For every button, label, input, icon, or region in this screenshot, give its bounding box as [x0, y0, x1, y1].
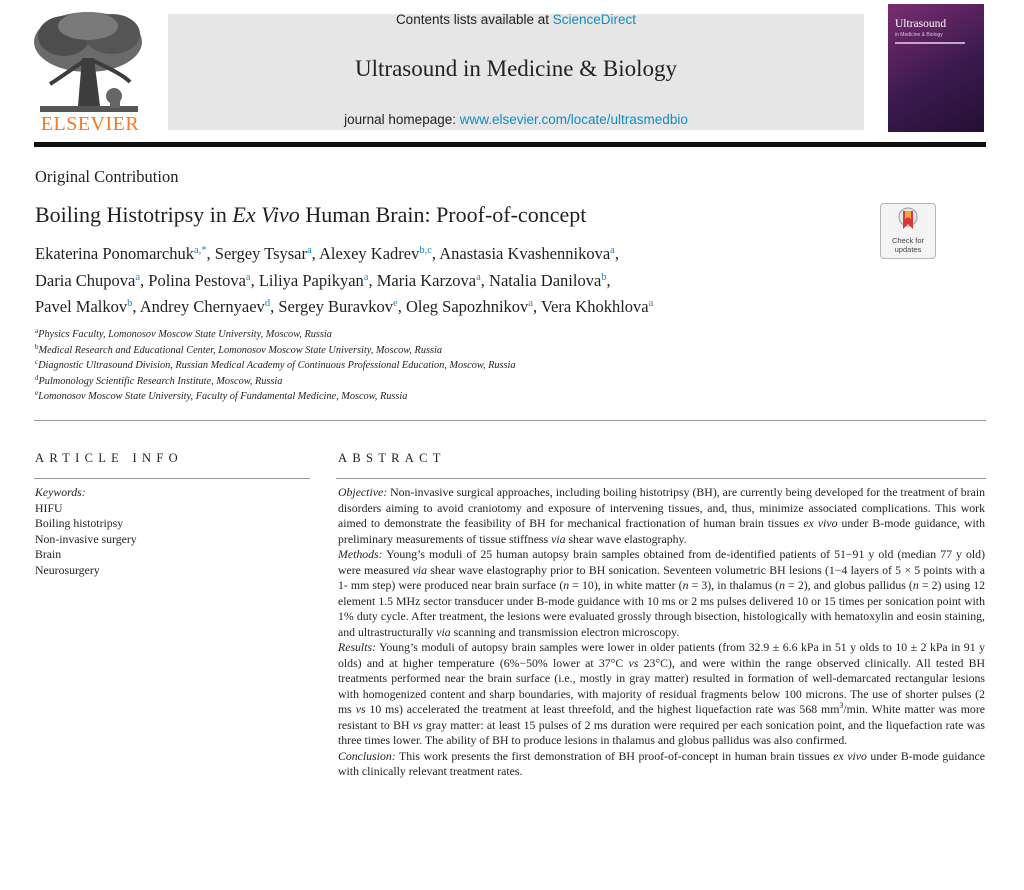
author-name[interactable]: Sergey Tsysar	[214, 244, 307, 263]
objective-text: Non-invasive surgical approaches, including boiling histotripsy (BH), are currently being developed for the treatment of brain disorders aiming to avoid craniotomy and exposure of intervening tissues, and, thus, minimize associated complications. This work aimed to demonstrate the feasibility of BH for mechanical fractionation of human brain tissues	[338, 485, 985, 530]
author-affiliation-marker[interactable]: a	[135, 271, 141, 283]
author-separator: ,	[606, 270, 611, 290]
author-name[interactable]: Sergey Buravkov	[278, 297, 394, 316]
methods-italic: n	[563, 578, 570, 592]
affiliation-key: b	[35, 342, 39, 351]
abstract-conclusion	[338, 749, 985, 780]
abstract-heading: ABSTRACT	[338, 451, 446, 465]
cover-title: Ultrasound	[895, 18, 947, 30]
author-affiliation-marker[interactable]: d	[264, 298, 271, 309]
methods-italic: via	[436, 624, 451, 639]
results-text: gray matter: at least 15 pulses of 2 ms duration were required per each sonication point, and the liquefaction rate was three times lower. The ability of BH to produce lesions in thalamus and globus pallidus was also confirmed.	[338, 717, 985, 747]
conclusion-text: under B-mode guidance with clinically relevant treatment rates.	[338, 748, 985, 778]
cover-subtitle: in Medicine & Biology	[895, 32, 943, 38]
methods-text: scanning and transmission electron microscopy.	[450, 624, 680, 639]
header-rule	[34, 142, 986, 147]
publisher-name: ELSEVIER	[40, 113, 140, 135]
conclusion-italic: ex vivo	[833, 748, 867, 763]
conclusion-text: This work presents the first demonstration of BH proof-of-concept in human brain tissues	[395, 748, 834, 763]
abstract-body	[338, 485, 985, 780]
author-name[interactable]: Vera Khokhlova	[540, 297, 649, 316]
affiliation-item	[35, 327, 835, 343]
check-updates-line2: updates	[894, 245, 922, 254]
author-affiliation-marker[interactable]: a	[363, 271, 369, 283]
results-italic: vs	[412, 717, 423, 732]
methods-text: = 2) using 12 element 1.5 MHz sector transducer under B-mode guidance with 10 ms or 2 ms pulses delivered 10 or 15 times per sonication point with 1% duty cycle. After treatment, the lesions were evaluated grossly through bisection, histologically with hematoxylin and eosin staining, and ultrastructurally	[338, 578, 985, 639]
author-affiliation-marker[interactable]: a	[476, 271, 481, 283]
results-text: 10 ms) accelerated the treatment at least threefold, and the highest liquefaction rate was 568 mm	[365, 702, 840, 716]
author-separator: ,	[480, 270, 490, 290]
affiliation-text: Diagnostic Ultrasound Division, Russian Medical Academy of Continuous Professional Education, Moscow, Russia	[38, 360, 516, 371]
affiliation-key: e	[35, 389, 39, 397]
results-text: /min. White matter was more resistant to BH	[338, 702, 985, 732]
results-italic: vs	[628, 655, 639, 670]
author-name[interactable]: Alexey Kadrev	[319, 244, 420, 263]
author-separator: ,	[206, 244, 215, 263]
author-separator: ,	[250, 270, 259, 290]
keyword-item[interactable]: Non-invasive surgery	[35, 531, 137, 546]
conclusion-label: Conclusion:	[338, 748, 396, 763]
cover-divider	[895, 42, 965, 44]
affiliation-text: Medical Research and Educational Center, Lomonosov Moscow State University, Moscow, Russia	[38, 344, 443, 356]
author-affiliation-marker[interactable]: b	[601, 271, 607, 283]
author-separator: ,	[397, 297, 406, 316]
keyword-item[interactable]: Neurosurgery	[35, 562, 100, 577]
affiliation-key: d	[35, 373, 39, 382]
author-affiliation-marker[interactable]: b,c	[419, 245, 432, 256]
keyword-item[interactable]: Boiling histotripsy	[35, 516, 124, 530]
objective-italic: ex vivo	[803, 516, 838, 530]
objective-label: Objective:	[338, 485, 388, 499]
title-part-italic: Ex Vivo	[232, 202, 300, 227]
keyword-item[interactable]: Brain	[35, 547, 62, 561]
article-info-rule	[34, 478, 310, 479]
article-info-heading: ARTICLE INFO	[35, 451, 183, 465]
homepage-line	[168, 112, 864, 127]
keywords-block	[35, 485, 137, 578]
author-separator: ,	[368, 270, 377, 290]
check-updates-label	[881, 236, 935, 254]
methods-label: Methods:	[338, 547, 383, 561]
author-separator: ,	[140, 270, 149, 290]
section-divider	[34, 420, 986, 421]
methods-italic: n	[682, 578, 689, 592]
author-name[interactable]: Ekaterina Ponomarchuk	[35, 244, 194, 263]
affiliation-key: a	[35, 327, 39, 335]
author-affiliation-marker[interactable]: a	[306, 245, 312, 256]
contents-line	[168, 12, 864, 27]
methods-text: = 2), and globus pallidus (	[785, 578, 913, 592]
journal-cover[interactable]	[888, 4, 984, 132]
affiliation-key: c	[35, 358, 39, 366]
objective-text: shear wave elastography.	[565, 531, 687, 546]
author-name[interactable]: Polina Pestova	[148, 270, 246, 290]
sciencedirect-link[interactable]: ScienceDirect	[552, 12, 637, 27]
author-list	[35, 241, 875, 321]
keyword-item[interactable]: HIFU	[35, 500, 63, 515]
author-name[interactable]: Liliya Papikyan	[258, 270, 364, 290]
author-affiliation-marker[interactable]: a	[610, 245, 615, 256]
abstract-rule	[336, 478, 986, 479]
objective-text: under B-mode guidance, with preliminary measurements of tissue stiffness	[338, 516, 985, 546]
author-name[interactable]: Daria Chupova	[35, 270, 136, 290]
abstract-objective	[338, 485, 985, 547]
keywords-label: Keywords:	[35, 485, 86, 499]
abstract-results	[338, 640, 985, 749]
author-name[interactable]: Natalia Danilova	[489, 270, 602, 290]
article-title	[35, 202, 586, 228]
author-affiliation-marker[interactable]: a	[245, 271, 251, 283]
results-text: Young’s moduli of autopsy brain samples were lower in older patients (from 32.9 ± 6.6 kPa in 51 y olds to 10 ± 2 kPa in 91 y olds) and at higher temperature (6%−50% lower at 37°C	[338, 640, 985, 670]
methods-italic: n	[912, 578, 919, 592]
author-separator: ,	[270, 297, 279, 316]
author-separator: ,	[431, 244, 440, 263]
methods-text: Young’s moduli of 25 human autopsy brain samples obtained from de-identified patients of 51−91 y old (median 77 y old) were measured	[338, 547, 985, 577]
results-text: 23°C), and were within the range observed clinically. All tested BH treatments performed near the brain surface (i.e., mostly in gray matter) resulted in formation of well-demarcated rectangular lesions with homogenized content and sharp boundaries, with majority of residual fragments below 100 microns. The use of shorter pulses (2 ms	[338, 655, 986, 716]
author-affiliation-marker[interactable]: a,*	[194, 245, 207, 256]
methods-text: = 3), in thalamus (	[688, 578, 780, 592]
article-category: Original Contribution	[35, 167, 179, 186]
check-for-updates-button[interactable]	[880, 203, 936, 259]
title-part-2: Human Brain: Proof-of-concept	[299, 202, 587, 227]
author-name[interactable]: Pavel Malkov	[35, 297, 128, 316]
author-name[interactable]: Oleg Sapozhnikov	[405, 297, 529, 316]
results-italic: vs	[355, 702, 366, 716]
author-affiliation-marker[interactable]: e	[393, 298, 398, 309]
affiliation-text: Pulmonology Scientific Research Institute, Moscow, Russia	[38, 375, 283, 387]
journal-homepage-link[interactable]: www.elsevier.com/locate/ultrasmedbio	[459, 112, 688, 127]
author-name[interactable]: Andrey Chernyaev	[139, 297, 265, 316]
methods-text: = 10), in white matter (	[569, 578, 683, 592]
objective-italic: via	[551, 531, 566, 546]
author-affiliation-marker[interactable]: a	[528, 298, 533, 309]
homepage-prefix: journal homepage:	[344, 112, 460, 127]
results-superscript: 3	[839, 701, 844, 711]
author-separator: ,	[311, 244, 319, 263]
author-separator: ,	[532, 297, 541, 316]
author-affiliation-marker[interactable]: b	[127, 298, 133, 309]
affiliation-text: Physics Faculty, Lomonosov Moscow State University, Moscow, Russia	[38, 329, 332, 340]
affiliation-text: Lomonosov Moscow State University, Faculty of Fundamental Medicine, Moscow, Russia	[38, 391, 408, 402]
author-name[interactable]: Maria Karzova	[376, 270, 477, 290]
results-label: Results:	[338, 640, 377, 654]
abstract-methods	[338, 547, 985, 640]
contents-prefix: Contents lists available at	[395, 12, 553, 27]
author-separator: ,	[614, 244, 619, 263]
bookmark-icon	[898, 207, 918, 235]
author-separator: ,	[132, 297, 140, 316]
author-name[interactable]: Anastasia Kvashennikova	[439, 244, 611, 263]
check-updates-line1: Check for	[891, 236, 925, 245]
journal-title: Ultrasound in Medicine & Biology	[355, 56, 677, 81]
affiliation-item	[35, 389, 835, 405]
affiliation-item	[35, 374, 835, 390]
methods-text: shear wave elastography prior to BH sonication. Seventeen volumetric BH lesions (1−4 layers of 5 × 5 points with a 1- mm step) were produced near brain surface (	[338, 562, 985, 592]
affiliation-item	[35, 358, 835, 374]
affiliation-item	[35, 343, 835, 359]
affiliation-list	[35, 327, 835, 405]
title-part-1: Boiling Histotripsy in	[35, 202, 233, 227]
methods-italic: via	[412, 562, 428, 577]
author-affiliation-marker[interactable]: a	[648, 298, 654, 309]
methods-italic: n	[779, 578, 786, 592]
